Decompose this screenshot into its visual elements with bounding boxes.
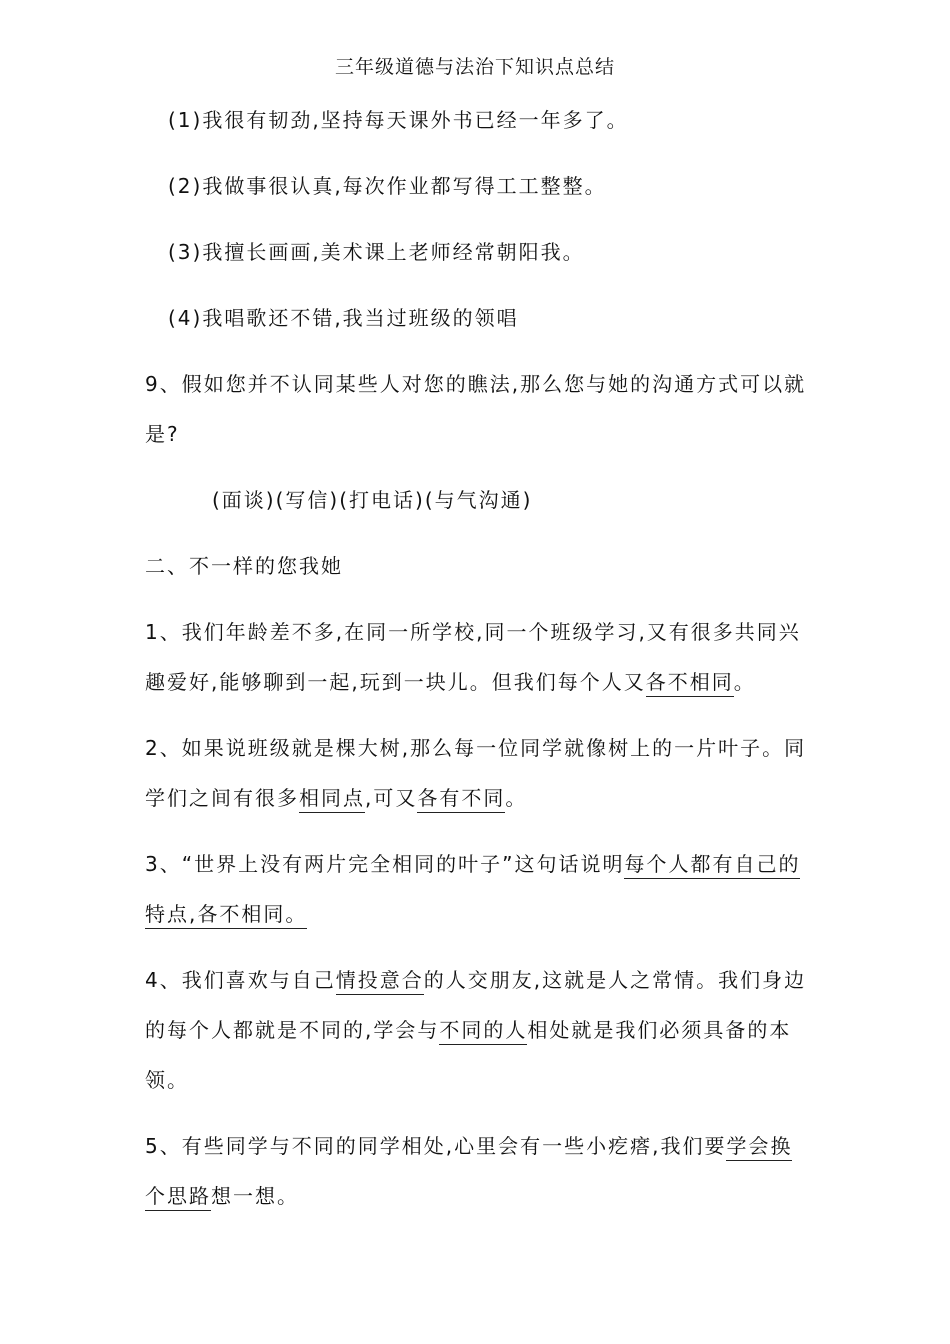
underlined-key-term: 情投意合 (336, 968, 424, 995)
underlined-key-term: 各有不同 (417, 786, 505, 813)
paragraph-4-line2 (145, 1016, 791, 1044)
section-title: 二、不一样的您我她 (145, 554, 343, 578)
paragraph-3-line2 (145, 900, 307, 928)
text: 的人交朋友,这就是人之常情。我们身边 (423, 968, 807, 992)
underlined-key-term: 每个人都有自己的 (624, 852, 800, 879)
text: 想一想。 (211, 1184, 299, 1208)
text: 4、我们喜欢与自己 (145, 968, 336, 992)
question-9-answer: (面谈)(写信)(打电话)(与气沟通) (212, 488, 533, 512)
paragraph-2-line2 (145, 784, 527, 812)
page-header: 三年级道德与法治下知识点总结 (334, 56, 615, 78)
paragraph-2-line1: 2、如果说班级就是棵大树,那么每一位同学就像树上的一片叶子。同 (145, 736, 807, 760)
paragraph-1-line1: 1、我们年龄差不多,在同一所学校,同一个班级学习,又有很多共同兴 (145, 620, 801, 644)
text: 3、“世界上没有两片完全相同的叶子”这句话说明 (145, 852, 625, 876)
list-item: (3)我擅长画画,美术课上老师经常朝阳我。 (168, 240, 585, 264)
paragraph-5-line1 (145, 1132, 792, 1160)
underlined-key-term: 个思路 (145, 1184, 211, 1211)
text: 。 (733, 670, 756, 694)
text: 的每个人都就是不同的,学会与 (145, 1018, 440, 1042)
text: ,可又 (365, 786, 418, 810)
paragraph-1-line2 (145, 668, 756, 696)
paragraph-5-line2 (145, 1182, 299, 1210)
text: 相处就是我们必须具备的本 (527, 1018, 792, 1042)
underlined-key-term: 各不相同 (646, 670, 734, 697)
underlined-key-term: 特点,各不相同。 (145, 902, 307, 929)
question-9-line1: 9、假如您并不认同某些人对您的瞧法,那么您与她的沟通方式可以就 (145, 372, 807, 396)
question-9-line2: 是? (145, 422, 180, 446)
text: 趣爱好,能够聊到一起,玩到一块儿。但我们每个人又 (145, 670, 646, 694)
list-item: (2)我做事很认真,每次作业都写得工工整整。 (168, 174, 607, 198)
list-item: (1)我很有韧劲,坚持每天课外书已经一年多了。 (168, 108, 629, 132)
underlined-key-term: 不同的人 (439, 1018, 527, 1045)
text: 5、有些同学与不同的同学相处,心里会有一些小疙瘩,我们要 (145, 1134, 727, 1158)
text: 。 (505, 786, 528, 810)
paragraph-4-line1 (145, 966, 806, 994)
underlined-key-term: 学会换 (726, 1134, 792, 1161)
underlined-key-term: 相同点 (299, 786, 365, 813)
list-item: (4)我唱歌还不错,我当过班级的领唱 (168, 306, 519, 330)
paragraph-3-line1 (145, 850, 800, 878)
text: 学们之间有很多 (145, 786, 299, 810)
paragraph-4-line3: 领。 (145, 1068, 189, 1092)
